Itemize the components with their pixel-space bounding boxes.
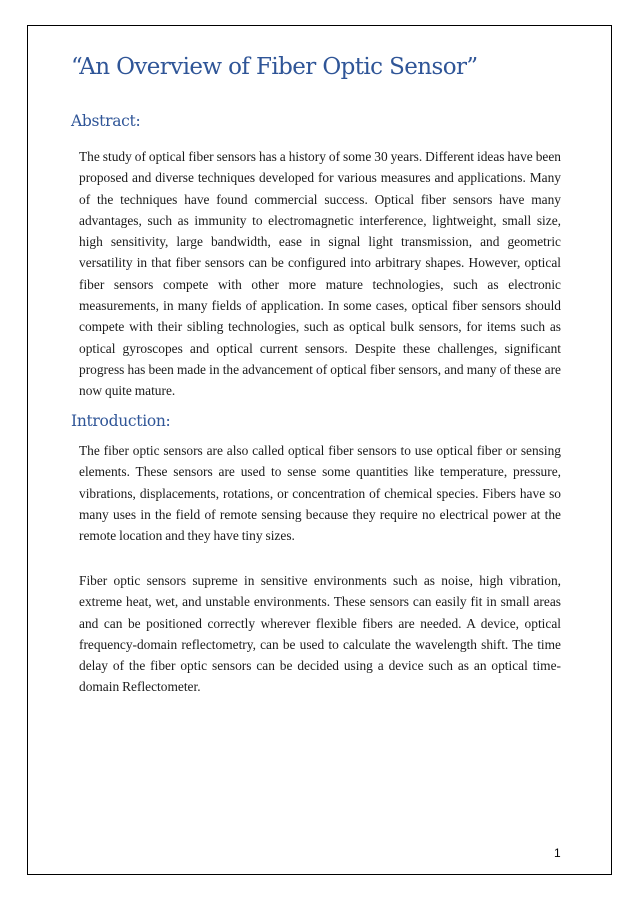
introduction-heading: Introduction:: [71, 412, 171, 430]
introduction-paragraph-1: The fiber optic sensors are also called optical fiber sensors to use optical fiber or sensing elements. These sensors are used to sense some quantities like temperature, pressure, vibrations, displacements, rotations, or concentration of chemical species. Fibers have so many uses in the field of remote sensing because they require no electrical power at the remote location and they have tiny sizes.: [79, 443, 561, 544]
abstract-paragraph: The study of optical fiber sensors has a history of some 30 years. Different ideas have been proposed and diverse techniques developed for various measures and applications. Many of the techniques have found commercial success. Optical fiber sensors have many advantages, such as immunity to electromagnetic interference, lightweight, small size, high sensitivity, large bandwidth, ease in signal light transmission, and geometric versatility in that fiber sensors can be configured into arbitrary shapes. However, optical fiber sensors compete with other more mature technologies, such as electronic measurements, in many fields of application. In some cases, optical fiber sensors should compete with their sibling technologies, such as optical bulk sensors, for items such as optical gyroscopes and optical current sensors. Despite these challenges, significant progress has been made in the advancement of optical fiber sensors, and many of these are now quite mature.: [79, 149, 561, 399]
document-title: “An Overview of Fiber Optic Sensor”: [71, 54, 478, 80]
page-number: 1: [554, 846, 561, 860]
abstract-heading: Abstract:: [71, 112, 141, 130]
introduction-paragraph-2: Fiber optic sensors supreme in sensitive environments such as noise, high vibration, extreme heat, wet, and unstable environments. These sensors can easily fit in small areas and can be positioned correctly wherever flexible fibers are needed. A device, optical frequency-domain reflectometry, can be used to calculate the wavelength shift. The time delay of the fiber optic sensors can be decided using a device such as an optical time-domain Reflectometer.: [79, 573, 561, 695]
